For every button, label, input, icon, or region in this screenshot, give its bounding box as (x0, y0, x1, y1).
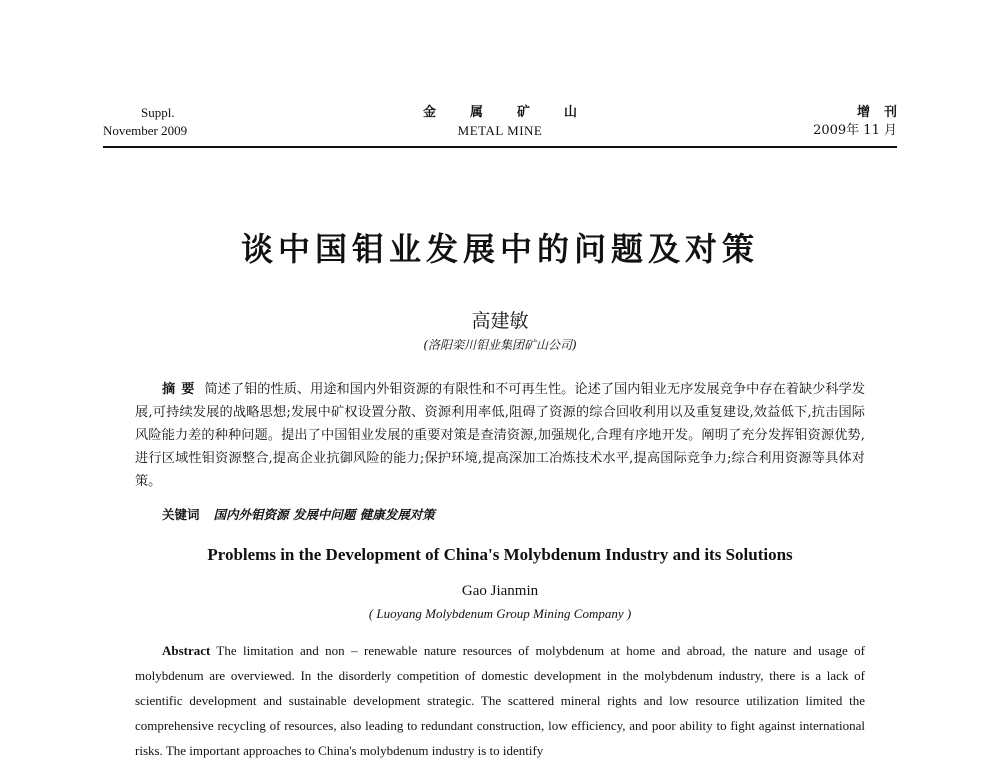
abstract-cn-text: 简述了钼的性质、用途和国内外钼资源的有限性和不可再生性。论述了国内钼业无序发展竞争中存在着缺少科学发展,可持续发展的战略思想;发展中矿权设置分散、资源利用率低,阻碍了资源的综合回收利用以及重复建设,效益低下,抗击国际风险能力差的种种问题。提出了中国钼业发展的重要对策是查清资源,加强规化,合理有序地开发。阐明了充分发挥钼资源优势,进行区域性钼资源整合,提高企业抗御风险的能力;保护环境,提高深加工冶炼技术水平,提高国际竞争力;综合利用资源等具体对策。 (135, 382, 866, 489)
running-header (103, 104, 911, 148)
header-right (813, 104, 911, 140)
paper-title-cn: 谈中国钼业发展中的问题及对策 (240, 230, 759, 268)
affiliation-en: ( Luoyang Molybdenum Group Mining Company ) (368, 606, 632, 621)
supplement-label: Suppl. (141, 105, 175, 120)
keywords-cn-items: 国内外钼资源 发展中问题 健康发展对策 (213, 507, 435, 522)
abstract-cn-label: 摘要 (162, 382, 201, 397)
journal-name-en: METAL MINE (457, 123, 543, 138)
paper-title-en: Problems in the Development of China's Molybdenum Industry and its Solutions (207, 545, 793, 564)
supplement-label-cn: 增刊 (856, 105, 911, 120)
issue-date-cn: 2009年 11 月 (813, 123, 897, 138)
author-en: Gao Jianmin (461, 583, 539, 599)
header-rule (103, 146, 897, 148)
abstract-en (135, 638, 865, 763)
issue-date-en: November 2009 (103, 123, 188, 138)
journal-name (103, 104, 897, 140)
journal-name-cn: 金属矿山 (422, 105, 611, 120)
keywords-cn (162, 505, 441, 523)
abstract-en-text: The limitation and non – renewable nature resources of molybdenum at home and abroad, the nature and usage of molybdenum are overviewed. In the disorderly competition of domestic development in the molybdenum industry, there is a lack of scientific development and sustainable development strategic. The scattered mineral rights and low resource utilization limited the comprehensive recycling of resources, also leading to redundant construction, low efficiency, and poor ability to fight against international risks. The important approaches to China's molybdenum industry is to identify (135, 643, 865, 758)
keywords-cn-label: 关键词 (162, 507, 200, 522)
affiliation-cn: (洛阳栾川钼业集团矿山公司) (423, 338, 577, 352)
abstract-en-label: Abstract (162, 643, 211, 658)
author-cn: 高建敏 (471, 310, 529, 332)
abstract-cn (135, 378, 865, 493)
